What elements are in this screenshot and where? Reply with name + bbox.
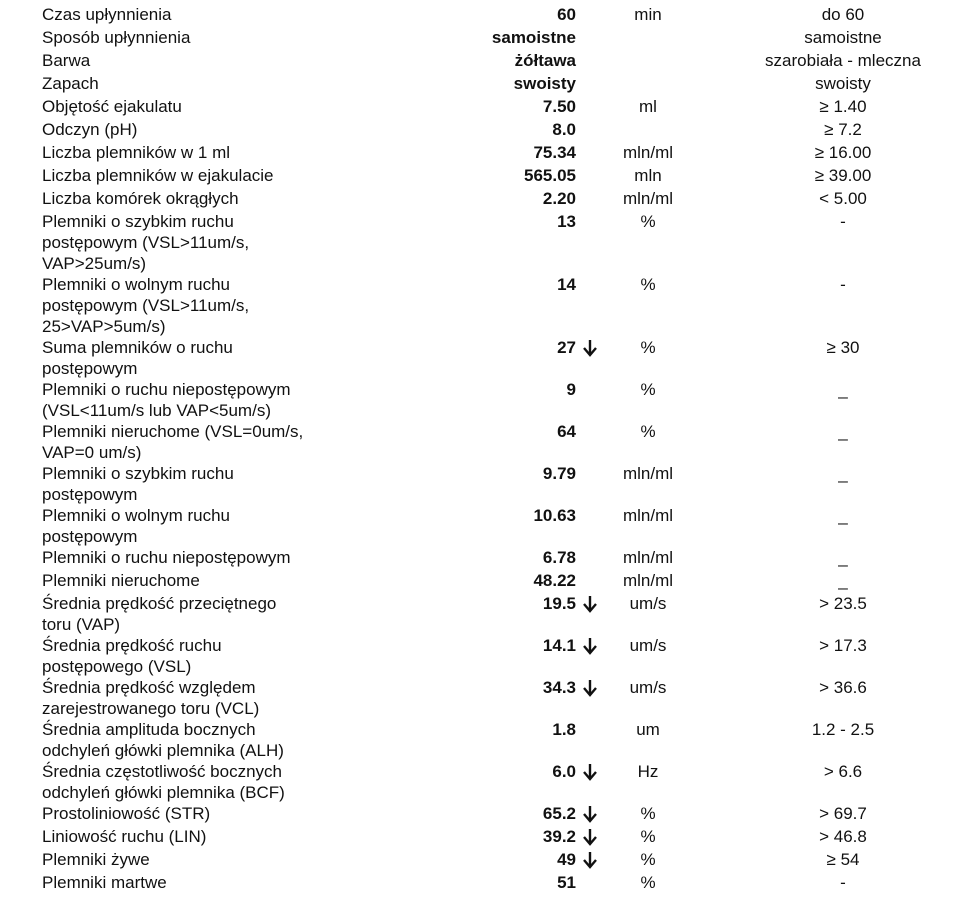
result-value: 9 (566, 380, 576, 399)
result-unit: ml (639, 97, 657, 116)
reference-range: ≥ 7.2 (824, 120, 862, 139)
result-value: 64 (557, 422, 576, 441)
result-unit: um (636, 720, 660, 739)
result-row (0, 96, 956, 119)
result-value: 7.50 (542, 97, 576, 116)
result-unit: % (640, 380, 656, 399)
result-unit: % (640, 275, 656, 294)
result-value: 14 (557, 275, 576, 294)
parameter-name-line: Plemniki o wolnym ruchu (42, 275, 231, 294)
parameter-name-line: postępowym (42, 359, 138, 378)
parameter-name-line: Liczba plemników w ejakulacie (42, 166, 274, 185)
reference-range: _ (838, 380, 848, 399)
parameter-name (42, 593, 342, 635)
parameter-name (42, 872, 342, 893)
result-row (0, 27, 956, 50)
parameter-name (42, 119, 342, 140)
result-row (0, 849, 956, 872)
arrow-down-icon (582, 805, 598, 823)
parameter-name-line: postępowym (VSL>11um/s, (42, 296, 250, 315)
result-unit: % (640, 827, 656, 846)
parameter-name-line: Liniowość ruchu (LIN) (42, 827, 207, 846)
parameter-name (42, 274, 342, 337)
result-row (0, 165, 956, 188)
reference-range: > 17.3 (819, 636, 867, 655)
parameter-name (42, 761, 342, 803)
parameter-name (42, 188, 342, 209)
reference-range: _ (838, 422, 848, 441)
parameter-name-line: Objętość ejakulatu (42, 97, 182, 116)
parameter-name-line: Średnia prędkość względem (42, 678, 256, 697)
parameter-name (42, 570, 342, 591)
result-row (0, 142, 956, 165)
reference-range: _ (838, 571, 848, 590)
parameter-name (42, 505, 342, 547)
parameter-name (42, 165, 342, 186)
reference-range: _ (838, 506, 848, 525)
reference-range: ≥ 39.00 (814, 166, 872, 185)
result-unit: mln/ml (622, 189, 674, 208)
parameter-name (42, 4, 342, 25)
parameter-name (42, 211, 342, 274)
parameter-name-line: Czas upłynnienia (42, 5, 172, 24)
parameter-name-line: postępowym (42, 485, 138, 504)
parameter-name-line: postępowym (42, 527, 138, 546)
parameter-name-line: Odczyn (pH) (42, 120, 138, 139)
reference-range: samoistne (804, 28, 882, 47)
result-row (0, 4, 956, 27)
result-value: 14.1 (542, 636, 576, 655)
result-row (0, 677, 956, 719)
parameter-name-line: (VSL<11um/s lub VAP<5um/s) (42, 401, 271, 420)
result-unit: Hz (637, 762, 659, 781)
reference-range: ≥ 54 (826, 850, 860, 869)
result-row (0, 803, 956, 826)
result-row (0, 188, 956, 211)
result-unit: % (640, 212, 656, 231)
result-row (0, 547, 956, 570)
result-row (0, 570, 956, 593)
result-value: 49 (557, 850, 576, 869)
result-value: żółtawa (514, 51, 576, 70)
result-value: 6.0 (552, 762, 576, 781)
parameter-name-line: Plemniki o szybkim ruchu (42, 212, 234, 231)
reference-range: 1.2 - 2.5 (811, 720, 875, 739)
result-unit: mln/ml (622, 506, 674, 525)
result-row (0, 719, 956, 761)
parameter-name-line: Plemniki żywe (42, 850, 150, 869)
result-row (0, 211, 956, 274)
parameter-name-line: VAP>25um/s) (42, 254, 147, 273)
result-row (0, 593, 956, 635)
result-value: 19.5 (542, 594, 576, 613)
result-row (0, 379, 956, 421)
parameter-name-line: zarejestrowanego toru (VCL) (42, 699, 260, 718)
parameter-name (42, 96, 342, 117)
result-row (0, 761, 956, 803)
parameter-name-line: Średnia prędkość przeciętnego (42, 594, 277, 613)
result-value: 565.05 (524, 166, 576, 185)
parameter-name-line: Średnia amplituda bocznych (42, 720, 256, 739)
parameter-name-line: Plemniki o ruchu niepostępowym (42, 548, 291, 567)
parameter-name-line: Liczba komórek okrągłych (42, 189, 239, 208)
reference-range: - (840, 212, 846, 231)
reference-range: < 5.00 (819, 189, 867, 208)
parameter-name-line: Barwa (42, 51, 91, 70)
reference-range: do 60 (821, 5, 865, 24)
result-value: 75.34 (533, 143, 576, 162)
parameter-name (42, 73, 342, 94)
parameter-name (42, 635, 342, 677)
result-unit: mln/ml (622, 571, 674, 590)
parameter-name-line: Plemniki nieruchome (VSL=0um/s, (42, 422, 304, 441)
reference-range: - (840, 275, 846, 294)
reference-range: > 69.7 (819, 804, 867, 823)
parameter-name (42, 463, 342, 505)
arrow-down-icon (582, 763, 598, 781)
result-value: 60 (557, 5, 576, 24)
parameter-name-line: Średnia częstotliwość bocznych (42, 762, 283, 781)
result-unit: % (640, 873, 656, 892)
parameter-name-line: Sposób upłynnienia (42, 28, 191, 47)
reference-range: > 6.6 (823, 762, 863, 781)
result-value: 27 (557, 338, 576, 357)
parameter-name (42, 337, 342, 379)
parameter-name (42, 849, 342, 870)
result-row (0, 274, 956, 337)
arrow-down-icon (582, 637, 598, 655)
result-value: 13 (557, 212, 576, 231)
parameter-name (42, 421, 342, 463)
parameter-name-line: odchyleń główki plemnika (BCF) (42, 783, 285, 802)
result-value: swoisty (513, 74, 576, 93)
parameter-name-line: Plemniki martwe (42, 873, 167, 892)
parameter-name (42, 379, 342, 421)
result-value: samoistne (491, 28, 576, 47)
reference-range: _ (838, 464, 848, 483)
result-unit: mln/ml (622, 548, 674, 567)
arrow-down-icon (582, 679, 598, 697)
reference-range: > 46.8 (819, 827, 867, 846)
reference-range: szarobiała - mleczna (765, 51, 921, 70)
result-row (0, 505, 956, 547)
parameter-name-line: postępowego (VSL) (42, 657, 192, 676)
parameter-name (42, 547, 342, 568)
reference-range: swoisty (815, 74, 871, 93)
result-value: 8.0 (552, 120, 576, 139)
result-unit: mln/ml (622, 143, 674, 162)
result-unit: min (634, 5, 662, 24)
parameter-name-line: odchyleń główki plemnika (ALH) (42, 741, 284, 760)
arrow-down-icon (582, 595, 598, 613)
parameter-name (42, 677, 342, 719)
parameter-name-line: Plemniki o ruchu niepostępowym (42, 380, 291, 399)
result-row (0, 73, 956, 96)
result-row (0, 50, 956, 73)
result-row (0, 421, 956, 463)
result-unit: um/s (629, 636, 667, 655)
reference-range: _ (838, 548, 848, 567)
result-row (0, 337, 956, 379)
parameter-name (42, 803, 342, 824)
arrow-down-icon (582, 851, 598, 869)
parameter-name (42, 719, 342, 761)
reference-range: - (840, 873, 846, 892)
result-value: 34.3 (542, 678, 576, 697)
reference-range: > 23.5 (819, 594, 867, 613)
parameter-name-line: Plemniki o szybkim ruchu (42, 464, 234, 483)
parameter-name-line: VAP=0 um/s) (42, 443, 142, 462)
parameter-name (42, 142, 342, 163)
result-unit: % (640, 422, 656, 441)
parameter-name-line: Plemniki nieruchome (42, 571, 200, 590)
result-unit: um/s (629, 594, 667, 613)
parameter-name-line: 25>VAP>5um/s) (42, 317, 166, 336)
reference-range: > 36.6 (819, 678, 867, 697)
result-row (0, 463, 956, 505)
result-unit: % (640, 850, 656, 869)
result-value: 9.79 (542, 464, 576, 483)
result-row (0, 635, 956, 677)
result-value: 2.20 (542, 189, 576, 208)
result-value: 48.22 (533, 571, 576, 590)
result-value: 51 (557, 873, 576, 892)
result-row (0, 826, 956, 849)
parameter-name-line: Plemniki o wolnym ruchu (42, 506, 231, 525)
semen-analysis-results (0, 4, 956, 895)
parameter-name-line: Liczba plemników w 1 ml (42, 143, 231, 162)
result-unit: % (640, 338, 656, 357)
result-unit: mln (634, 166, 662, 185)
result-value: 65.2 (542, 804, 576, 823)
result-value: 6.78 (542, 548, 576, 567)
result-row (0, 119, 956, 142)
result-unit: um/s (629, 678, 667, 697)
parameter-name-line: Średnia prędkość ruchu (42, 636, 222, 655)
arrow-down-icon (582, 828, 598, 846)
parameter-name-line: Prostoliniowość (STR) (42, 804, 211, 823)
parameter-name-line: Zapach (42, 74, 99, 93)
parameter-name (42, 826, 342, 847)
arrow-down-icon (582, 339, 598, 357)
parameter-name-line: postępowym (VSL>11um/s, (42, 233, 250, 252)
result-value: 1.8 (552, 720, 576, 739)
parameter-name-line: Suma plemników o ruchu (42, 338, 233, 357)
reference-range: ≥ 1.40 (819, 97, 867, 116)
reference-range: ≥ 16.00 (814, 143, 872, 162)
reference-range: ≥ 30 (826, 338, 860, 357)
parameter-name (42, 50, 342, 71)
result-unit: mln/ml (622, 464, 674, 483)
parameter-name-line: toru (VAP) (42, 615, 121, 634)
result-row (0, 872, 956, 895)
result-unit: % (640, 804, 656, 823)
result-value: 10.63 (533, 506, 576, 525)
parameter-name (42, 27, 342, 48)
result-value: 39.2 (542, 827, 576, 846)
